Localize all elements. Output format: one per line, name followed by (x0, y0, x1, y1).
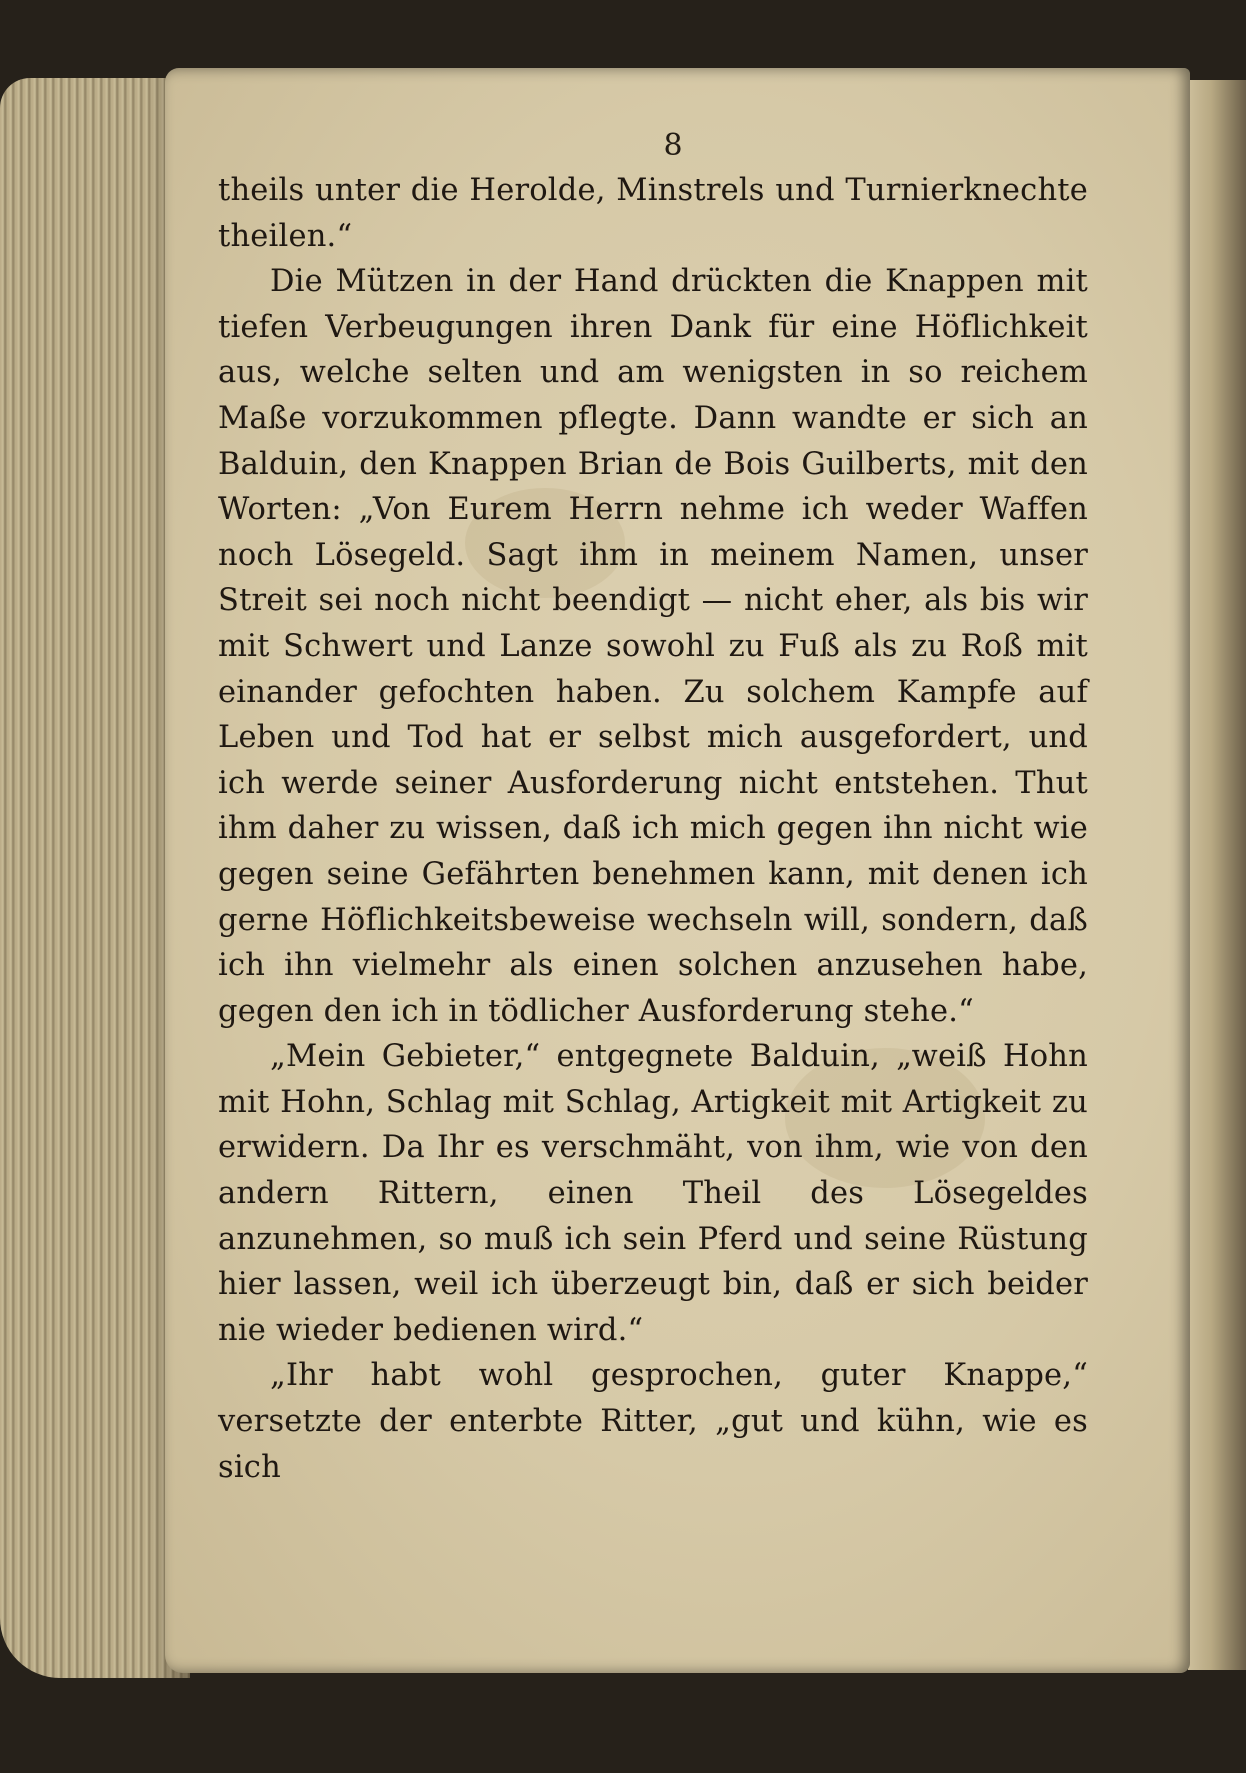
paragraph-1: theils unter die Herolde, Minstrels und Turnierknechte theilen.“ (218, 173, 1088, 254)
page-number: 8 (663, 128, 683, 163)
paragraph-3: „Mein Gebieter,“ entgegnete Balduin, „weiß Hohn mit Hohn, Schlag mit Schlag, Artigkeit mit Artigkeit zu erwidern. Da Ihr es verschmäht, von ihm, wie von den andern Rittern, einen Theil des Lösegeldes anzunehmen, so muß ich sein Pferd und seine Rüstung hier lassen, weil ich überzeugt bin, daß er sich beider nie wieder bedienen wird.“ (218, 1039, 1088, 1348)
paragraph-4: „Ihr habt wohl gesprochen, guter Knappe,“ versetzte der enterbte Ritter, „gut und kühn, wie es sich (218, 1358, 1088, 1485)
page-edge-right (1188, 80, 1246, 1670)
body-text (218, 168, 1088, 1490)
paragraph-2: Die Mützen in der Hand drückten die Knappen mit tiefen Verbeugungen ihren Dank für eine Höflichkeit aus, welche selten und am wenigsten in so reichem Maße vorzukommen pflegte. Dann wandte er sich an Balduin, den Knappen Brian de Bois Guilberts, mit den Worten: „Von Eurem Herrn nehme ich weder Waffen noch Lösegeld. Sagt ihm in meinem Namen, unser Streit sei noch nicht beendigt — nicht eher, als bis wir mit Schwert und Lanze sowohl zu Fuß als zu Roß mit einander gefochten haben. Zu solchem Kampfe auf Leben und Tod hat er selbst mich ausgefordert, und ich werde seiner Ausforderung nicht entstehen. Thut ihm daher zu wissen, daß ich mich gegen ihn nicht wie gegen seine Gefährten benehmen kann, mit denen ich gerne Höflichkeitsbeweise wechseln will, sondern, daß ich ihn vielmehr als einen solchen anzusehen habe, gegen den ich in tödlicher Ausforderung stehe.“ (218, 264, 1088, 1029)
